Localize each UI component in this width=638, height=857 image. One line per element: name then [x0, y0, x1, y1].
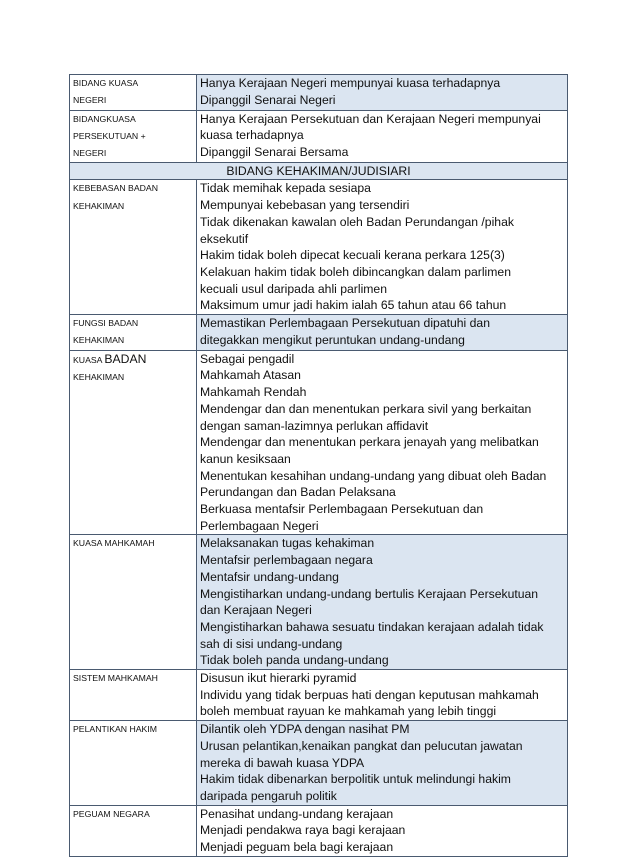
- value-line: Kelakuan hakim tidak boleh dibincangkan dalam parlimen: [200, 265, 511, 279]
- row-key: [70, 75, 197, 110]
- table-row: [70, 75, 567, 111]
- key-line: KUASA MAHKAMAH: [73, 538, 155, 549]
- value-line: Sebagai pengadil: [200, 351, 295, 366]
- value-line: Mahkamah Atasan: [200, 368, 301, 383]
- value-line: kanun kesiksaan: [200, 451, 291, 466]
- value-line: Mempunyai kebebasan yang tersendiri: [200, 198, 410, 213]
- row-key: [70, 806, 197, 856]
- content-table: [69, 74, 568, 857]
- row-key: [70, 111, 197, 163]
- value-line: Urusan pelantikan,kenaikan pangkat dan pelucutan jawatan: [200, 738, 523, 753]
- row-value: [197, 315, 567, 350]
- value-line: Menjadi pendakwa raya bagi kerajaan: [200, 823, 406, 838]
- table-row: [70, 721, 567, 806]
- value-line: Mentafsir perlembagaan negara: [200, 553, 373, 568]
- row-value: [197, 351, 567, 535]
- table-row: [70, 670, 567, 721]
- value-line: Menjadi peguam bela bagi kerajaan: [200, 840, 394, 855]
- value-line: Maksimum umur jadi hakim ialah 65 tahun atau 66 tahun: [200, 298, 507, 313]
- key-word: KUASA: [73, 354, 102, 365]
- row-key: [70, 315, 197, 350]
- value-line: Perlembagaan Negeri: [200, 518, 319, 533]
- key-line: KEBEBASAN BADAN: [73, 183, 158, 194]
- value-line: Mengistiharkan bahawa sesuatu tindakan kerajaan adalah tidak: [200, 619, 544, 634]
- key-line: KEHAKIMAN: [73, 372, 125, 382]
- value-line: Penasihat undang-undang kerajaan: [200, 806, 394, 821]
- value-line: Individu yang tidak berpuas hati dengan keputusan mahkamah: [200, 687, 539, 702]
- key-line: NEGERI: [73, 95, 107, 106]
- key-word-large: BADAN: [104, 351, 147, 366]
- value-line: Menentukan kesahihan undang-undang yang dibuat oleh Badan: [200, 468, 547, 483]
- value-line: kecuali usul daripada ahli parlimen: [200, 281, 387, 296]
- key-line: NEGERI: [73, 148, 107, 159]
- table-row: [70, 351, 567, 536]
- row-key: [70, 535, 197, 669]
- value-line: Melaksanakan tugas kehakiman: [200, 536, 375, 551]
- row-key: [70, 180, 197, 314]
- key-line: FUNGSI BADAN: [73, 318, 139, 329]
- value-line: Hanya Kerajaan Negeri mempunyai kuasa terhadapnya: [200, 76, 501, 90]
- value-line: dan Kerajaan Negeri: [200, 603, 312, 618]
- row-value: [197, 75, 567, 110]
- value-line: mereka di bawah kuasa YDPA: [200, 755, 365, 770]
- value-line: Tidak boleh panda undang-undang: [200, 653, 389, 668]
- row-value: [197, 721, 567, 805]
- table-row: [70, 535, 567, 670]
- key-line: KEHAKIMAN: [73, 335, 125, 346]
- row-value: [197, 670, 567, 720]
- value-line: Dilantik oleh YDPA dengan nasihat PM: [200, 722, 410, 737]
- value-line: Mengistiharkan undang-undang bertulis Kerajaan Persekutuan: [200, 586, 539, 601]
- value-line: Disusun ikut hierarki pyramid: [200, 671, 357, 686]
- table-row: [70, 806, 567, 856]
- value-line: Dipanggil Senarai Negeri: [200, 92, 336, 107]
- key-line: PELANTIKAN HAKIM: [73, 724, 157, 735]
- key-line: BIDANG KUASA: [73, 78, 139, 88]
- section-heading: BIDANG KEHAKIMAN/JUDISIARI: [70, 163, 567, 180]
- value-line: Hakim tidak dibenarkan berpolitik untuk melindungi hakim: [200, 772, 511, 787]
- value-line: ditegakkan mengikut peruntukan undang-undang: [200, 332, 465, 347]
- key-line: PERSEKUTUAN +: [73, 130, 146, 141]
- row-value: [197, 180, 567, 314]
- value-line: Mahkamah Rendah: [200, 385, 307, 400]
- value-line: Hanya Kerajaan Persekutuan dan Kerajaan Negeri mempunyai: [200, 111, 541, 126]
- table-row: [70, 315, 567, 351]
- value-line: Memastikan Perlembagaan Persekutuan dipatuhi dan: [200, 316, 490, 331]
- row-key: [70, 351, 197, 535]
- value-line: Tidak dikenakan kawalan oleh Badan Perundangan /pihak: [200, 214, 514, 229]
- value-line: kuasa terhadapnya: [200, 128, 304, 143]
- value-line: Mentafsir undang-undang: [200, 569, 339, 584]
- value-line: Tidak memihak kepada sesiapa: [200, 181, 371, 196]
- value-line: Hakim tidak boleh dipecat kecuali kerana perkara 125(3): [200, 248, 505, 263]
- value-line: boleh membuat rayuan ke mahkamah yang lebih tinggi: [200, 704, 497, 719]
- row-key: [70, 721, 197, 805]
- value-line: Berkuasa mentafsir Perlembagaan Persekutuan dan: [200, 502, 484, 517]
- value-line: Dipanggil Senarai Bersama: [200, 145, 349, 159]
- key-line: SISTEM MAHKAMAH: [73, 673, 158, 684]
- row-value: [197, 111, 567, 163]
- value-line: eksekutif: [200, 231, 249, 246]
- value-line: Perundangan dan Badan Pelaksana: [200, 485, 396, 500]
- value-line: dengan saman-lazimnya perlukan affidavit: [200, 418, 429, 433]
- table-row: [70, 111, 567, 164]
- key-line: [73, 351, 193, 369]
- row-value: [197, 806, 567, 856]
- key-line: PEGUAM NEGARA: [73, 808, 150, 819]
- value-line: Mendengar dan menentukan perkara jenayah yang melibatkan: [200, 435, 539, 450]
- value-line: sah di sisi undang-undang: [200, 636, 343, 651]
- table-row: [70, 180, 567, 315]
- value-line: Mendengar dan dan menentukan perkara sivil yang berkaitan: [200, 401, 532, 416]
- row-key: [70, 670, 197, 720]
- key-line: KEHAKIMAN: [73, 200, 125, 211]
- key-line: BIDANGKUASA: [73, 113, 136, 124]
- row-value: [197, 535, 567, 669]
- value-line: daripada pengaruh politik: [200, 788, 337, 803]
